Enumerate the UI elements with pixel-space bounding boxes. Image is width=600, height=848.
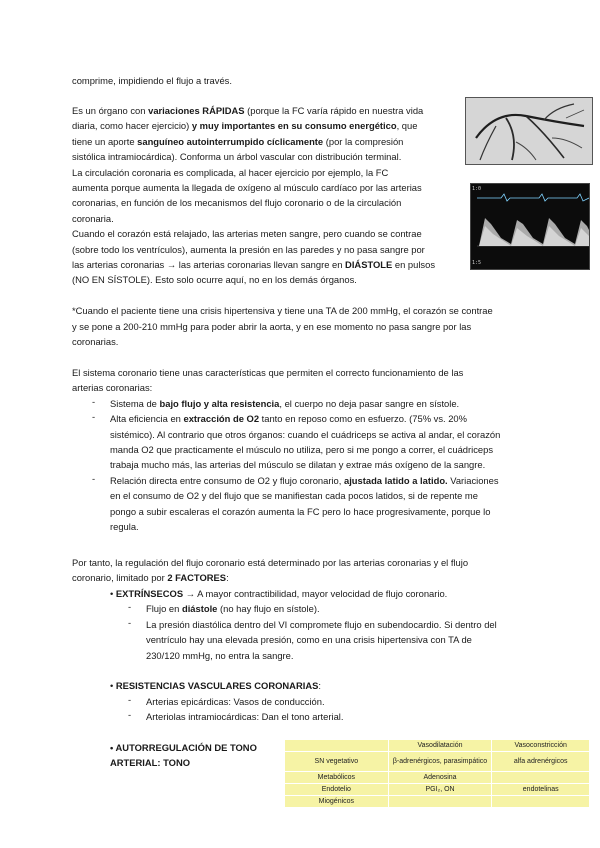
table-row [285, 784, 590, 796]
ecg-scale-label: 1:5 [472, 260, 482, 266]
paragraph-line: La circulación coronaria es complicada, al hacer ejercicio por ejemplo, la FC [72, 167, 389, 178]
bullet-dash: - [92, 411, 96, 422]
list-item: Sistema de bajo flujo y alta resistencia, el cuerpo no deja pasar sangre en sístole. [110, 398, 460, 409]
table-cell [492, 796, 590, 808]
table-row [285, 796, 590, 808]
paragraph-line: (sobre todo los ventrículos), aumenta la presión en las paredes y no pasa sangre por [72, 244, 425, 255]
table-row [285, 752, 590, 772]
regulation-table [284, 739, 590, 808]
table-cell: alfa adrenérgicos [492, 752, 590, 772]
table-cell: Metabólicos [285, 772, 389, 784]
table-cell [492, 772, 590, 784]
factor-heading: • EXTRÍNSECOS → A mayor contractibilidad, mayor velocidad de flujo coronario. [110, 588, 448, 599]
list-item-line: ventrículo hay una elevada presión, como en una crisis hipertensiva con TA de [146, 634, 472, 645]
table-cell: β-adrenérgicos, parasimpático [388, 752, 492, 772]
paragraph-line: Por tanto, la regulación del flujo coronario está determinado por las arterias coronarias y el flujo [72, 557, 469, 568]
table-cell: SN vegetativo [285, 752, 389, 772]
paragraph-line: coronarias, en función de los mecanismos del flujo coronario o de la circulación [72, 197, 402, 208]
table-cell: Endotelio [285, 784, 389, 796]
table-header-cell: Vasodilatación [388, 740, 492, 752]
bullet-dash: - [128, 709, 132, 720]
bullet-dash: - [128, 694, 132, 705]
factor-heading: • RESISTENCIAS VASCULARES CORONARIAS: [110, 680, 321, 691]
paragraph-line: diaria, como hacer ejercicio) y muy importantes en su consumo energético, que [72, 120, 418, 131]
paragraph-line: coronario, limitado por 2 FACTORES: [72, 572, 229, 583]
paragraph-line: coronarias. [72, 336, 119, 347]
table-cell: endotelinas [492, 784, 590, 796]
bullet-dash: - [92, 473, 96, 484]
list-item: Relación directa entre consumo de O2 y flujo coronario, ajustada latido a latido. Variaciones [110, 475, 499, 486]
coronary-angiography-image [465, 97, 593, 165]
paragraph-line: coronaria. [72, 213, 114, 224]
paragraph-line: arterias coronarias: [72, 382, 153, 393]
table-cell: PGI₂, ON [388, 784, 492, 796]
paragraph-line: tiene un aporte sanguíneo autointerrumpido cíclicamente (por la compresión [72, 136, 404, 147]
ecg-scale-label: 1:0 [472, 186, 482, 192]
list-item-line: pongo a subir escaleras el corazón aumenta la FC pero lo hace progresivamente, porque lo [110, 506, 491, 517]
paragraph-line: (NO EN SÍSTOLE). Esto solo ocurre aquí, no en los demás órganos. [72, 274, 357, 285]
list-item: Arterias epicárdicas: Vasos de conducción. [146, 696, 325, 707]
paragraph-line: Es un órgano con variaciones RÁPIDAS (porque la FC varía rápido en nuestra vida [72, 105, 424, 116]
list-item-line: sistémico). Al contrario que otros órganos: cuando el cuádriceps se activa al andar, el corazón [110, 429, 501, 440]
table-row [285, 772, 590, 784]
list-item: Arteriolas intramiocárdicas: Dan el tono arterial. [146, 711, 344, 722]
list-item: La presión diastólica dentro del VI compromete flujo en subendocardio. Si dentro del [146, 619, 497, 630]
coronary-doppler-image [470, 183, 590, 270]
list-item-line: manda O2 que practicamente el músculo no utiliza, pero si me pongo a correr, el cuádriceps [110, 444, 494, 455]
list-item-line: 230/120 mmHg, no entra la sangre. [146, 650, 294, 661]
table-cell [388, 796, 492, 808]
paragraph-line: *Cuando el paciente tiene una crisis hipertensiva y tiene una TA de 200 mmHg, el corazón se contrae [72, 305, 493, 316]
factor-heading-line: ARTERIAL: TONO [110, 757, 191, 768]
list-item: Alta eficiencia en extracción de O2 tanto en reposo como en esfuerzo. (75% vs. 20% [110, 413, 467, 424]
bullet-dash: - [92, 396, 96, 407]
paragraph-line: sistólica intramiocárdica). Conforma un árbol vascular con distribución terminal. [72, 151, 402, 162]
paragraph-line: las arterias coronarias → las arterias coronarias llevan sangre en DIÁSTOLE en pulsos [72, 259, 436, 270]
table-header-cell [285, 740, 389, 752]
paragraph-line: comprime, impidiendo el flujo a través. [72, 75, 232, 86]
paragraph-line: aumenta porque aumenta la llegada de oxígeno al músculo cardíaco por las arterias [72, 182, 422, 193]
bullet-dash: - [128, 601, 132, 612]
table-header-cell: Vasoconstricción [492, 740, 590, 752]
list-item: Flujo en diástole (no hay flujo en sístole). [146, 603, 320, 614]
list-item-line: en el consumo de O2 y del flujo que se manifiestan cada pocos latidos, si de repente me [110, 490, 478, 501]
paragraph-line: y se pone a 200-210 mmHg para poder abrir la aorta, y en ese momento no pasa sangre por las [72, 321, 472, 332]
bullet-dash: - [128, 617, 132, 628]
list-item-line: trabaja mucho más, las arterias del músculo se dilatan y extrae más oxígeno de la sangre. [110, 459, 486, 470]
paragraph-line: Cuando el corazón está relajado, las arterias meten sangre, pero cuando se contrae [72, 228, 422, 239]
list-item-line: regula. [110, 521, 139, 532]
factor-heading: • AUTORREGULACIÓN DE TONO [110, 742, 257, 753]
table-cell: Miogénicos [285, 796, 389, 808]
table-cell: Adenosina [388, 772, 492, 784]
paragraph-line: El sistema coronario tiene unas características que permiten el correcto funcionamiento de las [72, 367, 464, 378]
